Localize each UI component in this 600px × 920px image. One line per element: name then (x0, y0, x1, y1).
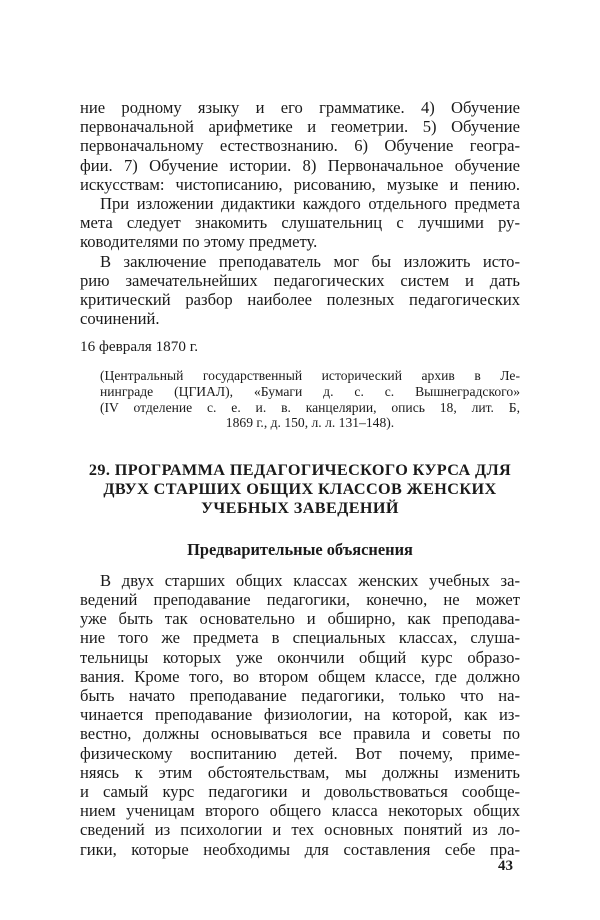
page-number: 43 (498, 858, 513, 874)
text-line: В двух старших общих классах женских учебных за- (100, 570, 520, 590)
text-line: тельницы которых уже окончили общий курс образо- (80, 647, 520, 667)
text-line: вания. Кроме того, во втором общем классе, где должно (80, 666, 520, 686)
heading-line: УЧЕБНЫХ ЗАВЕДЕНИЙ (201, 498, 399, 517)
text-line: ководителями по этому предмету. (80, 232, 318, 252)
text-line: ведений преподавание педагогики, конечно, не может (80, 590, 520, 610)
text-line: вестно, должны основываться все правила и советы по (80, 724, 520, 744)
text-line: уже быть так основательно и обширно, как преподава- (80, 609, 520, 629)
source-line: нинграде (ЦГИАЛ), «Бумаги д. с. с. Вышнеградского» (100, 384, 520, 400)
text-line: няясь к этим обстоятельствам, мы должны изменить (80, 762, 520, 782)
text-line: фии. 7) Обучение истории. 8) Первоначальное обучение (80, 155, 520, 175)
text-line: искусствам: чистописанию, рисованию, музыке и пению. (80, 174, 520, 194)
source-line: (Центральный государственный исторический архив в Ле- (100, 368, 520, 384)
text-line: физическому воспитанию детей. Вот почему, приме- (80, 743, 520, 763)
text-line: сочинений. (80, 309, 160, 329)
text-line: быть начато преподавание педагогики, только что на- (80, 686, 520, 706)
document-date: 16 февраля 1870 г. (80, 338, 199, 356)
text-line: При изложении дидактики каждого отдельного предмета (100, 194, 520, 214)
subheading: Предварительные объяснения (187, 539, 413, 559)
heading-line: 29. ПРОГРАММА ПЕДАГОГИЧЕСКОГО КУРСА ДЛЯ (88, 460, 512, 479)
text-line: сведений из психологии и тех основных понятий из ло- (80, 820, 520, 840)
paragraph-2 (80, 194, 520, 252)
text-line: первоначальной арифметике и геометрии. 5) Обучение (80, 117, 520, 137)
text-line: нием ученицам второго общего класса некоторых общих (80, 801, 520, 821)
text-line: ние того же предмета в специальных классах, слуша- (80, 628, 520, 648)
text-line: ние родному языку и его грамматике. 4) Обучение (80, 98, 520, 117)
source-line: 1869 г., д. 150, л. л. 131–148). (225, 415, 395, 431)
archive-source-note (100, 368, 520, 430)
text-line: рию замечательнейших педагогических систем и дать (80, 270, 520, 290)
text-line: В заключение преподаватель мог бы изложить исто- (100, 251, 520, 271)
text-line: первоначальному естествознанию. 6) Обучение геогра- (80, 136, 520, 156)
paragraph-1 (80, 98, 520, 194)
text-line: гики, которые необходимы для составления себе пра- (80, 839, 520, 859)
text-line: и самый курс педагогики и довольствоваться сообще- (80, 782, 520, 802)
source-line: (IV отделение с. е. и. в. канцелярии, опись 18, лит. Б, (100, 399, 520, 415)
section-heading (80, 461, 520, 518)
paragraph-3 (80, 252, 520, 329)
text-line: мета следует знакомить слушательниц с лучшими ру- (80, 213, 520, 233)
paragraph-4 (80, 571, 520, 859)
text-line: критический разбор наиболее полезных педагогических (80, 290, 520, 310)
text-line: чинается преподавание физиологии, на которой, как из- (80, 705, 520, 725)
heading-line: ДВУХ СТАРШИХ ОБЩИХ КЛАССОВ ЖЕНСКИХ (103, 479, 497, 498)
page-content (80, 98, 520, 859)
